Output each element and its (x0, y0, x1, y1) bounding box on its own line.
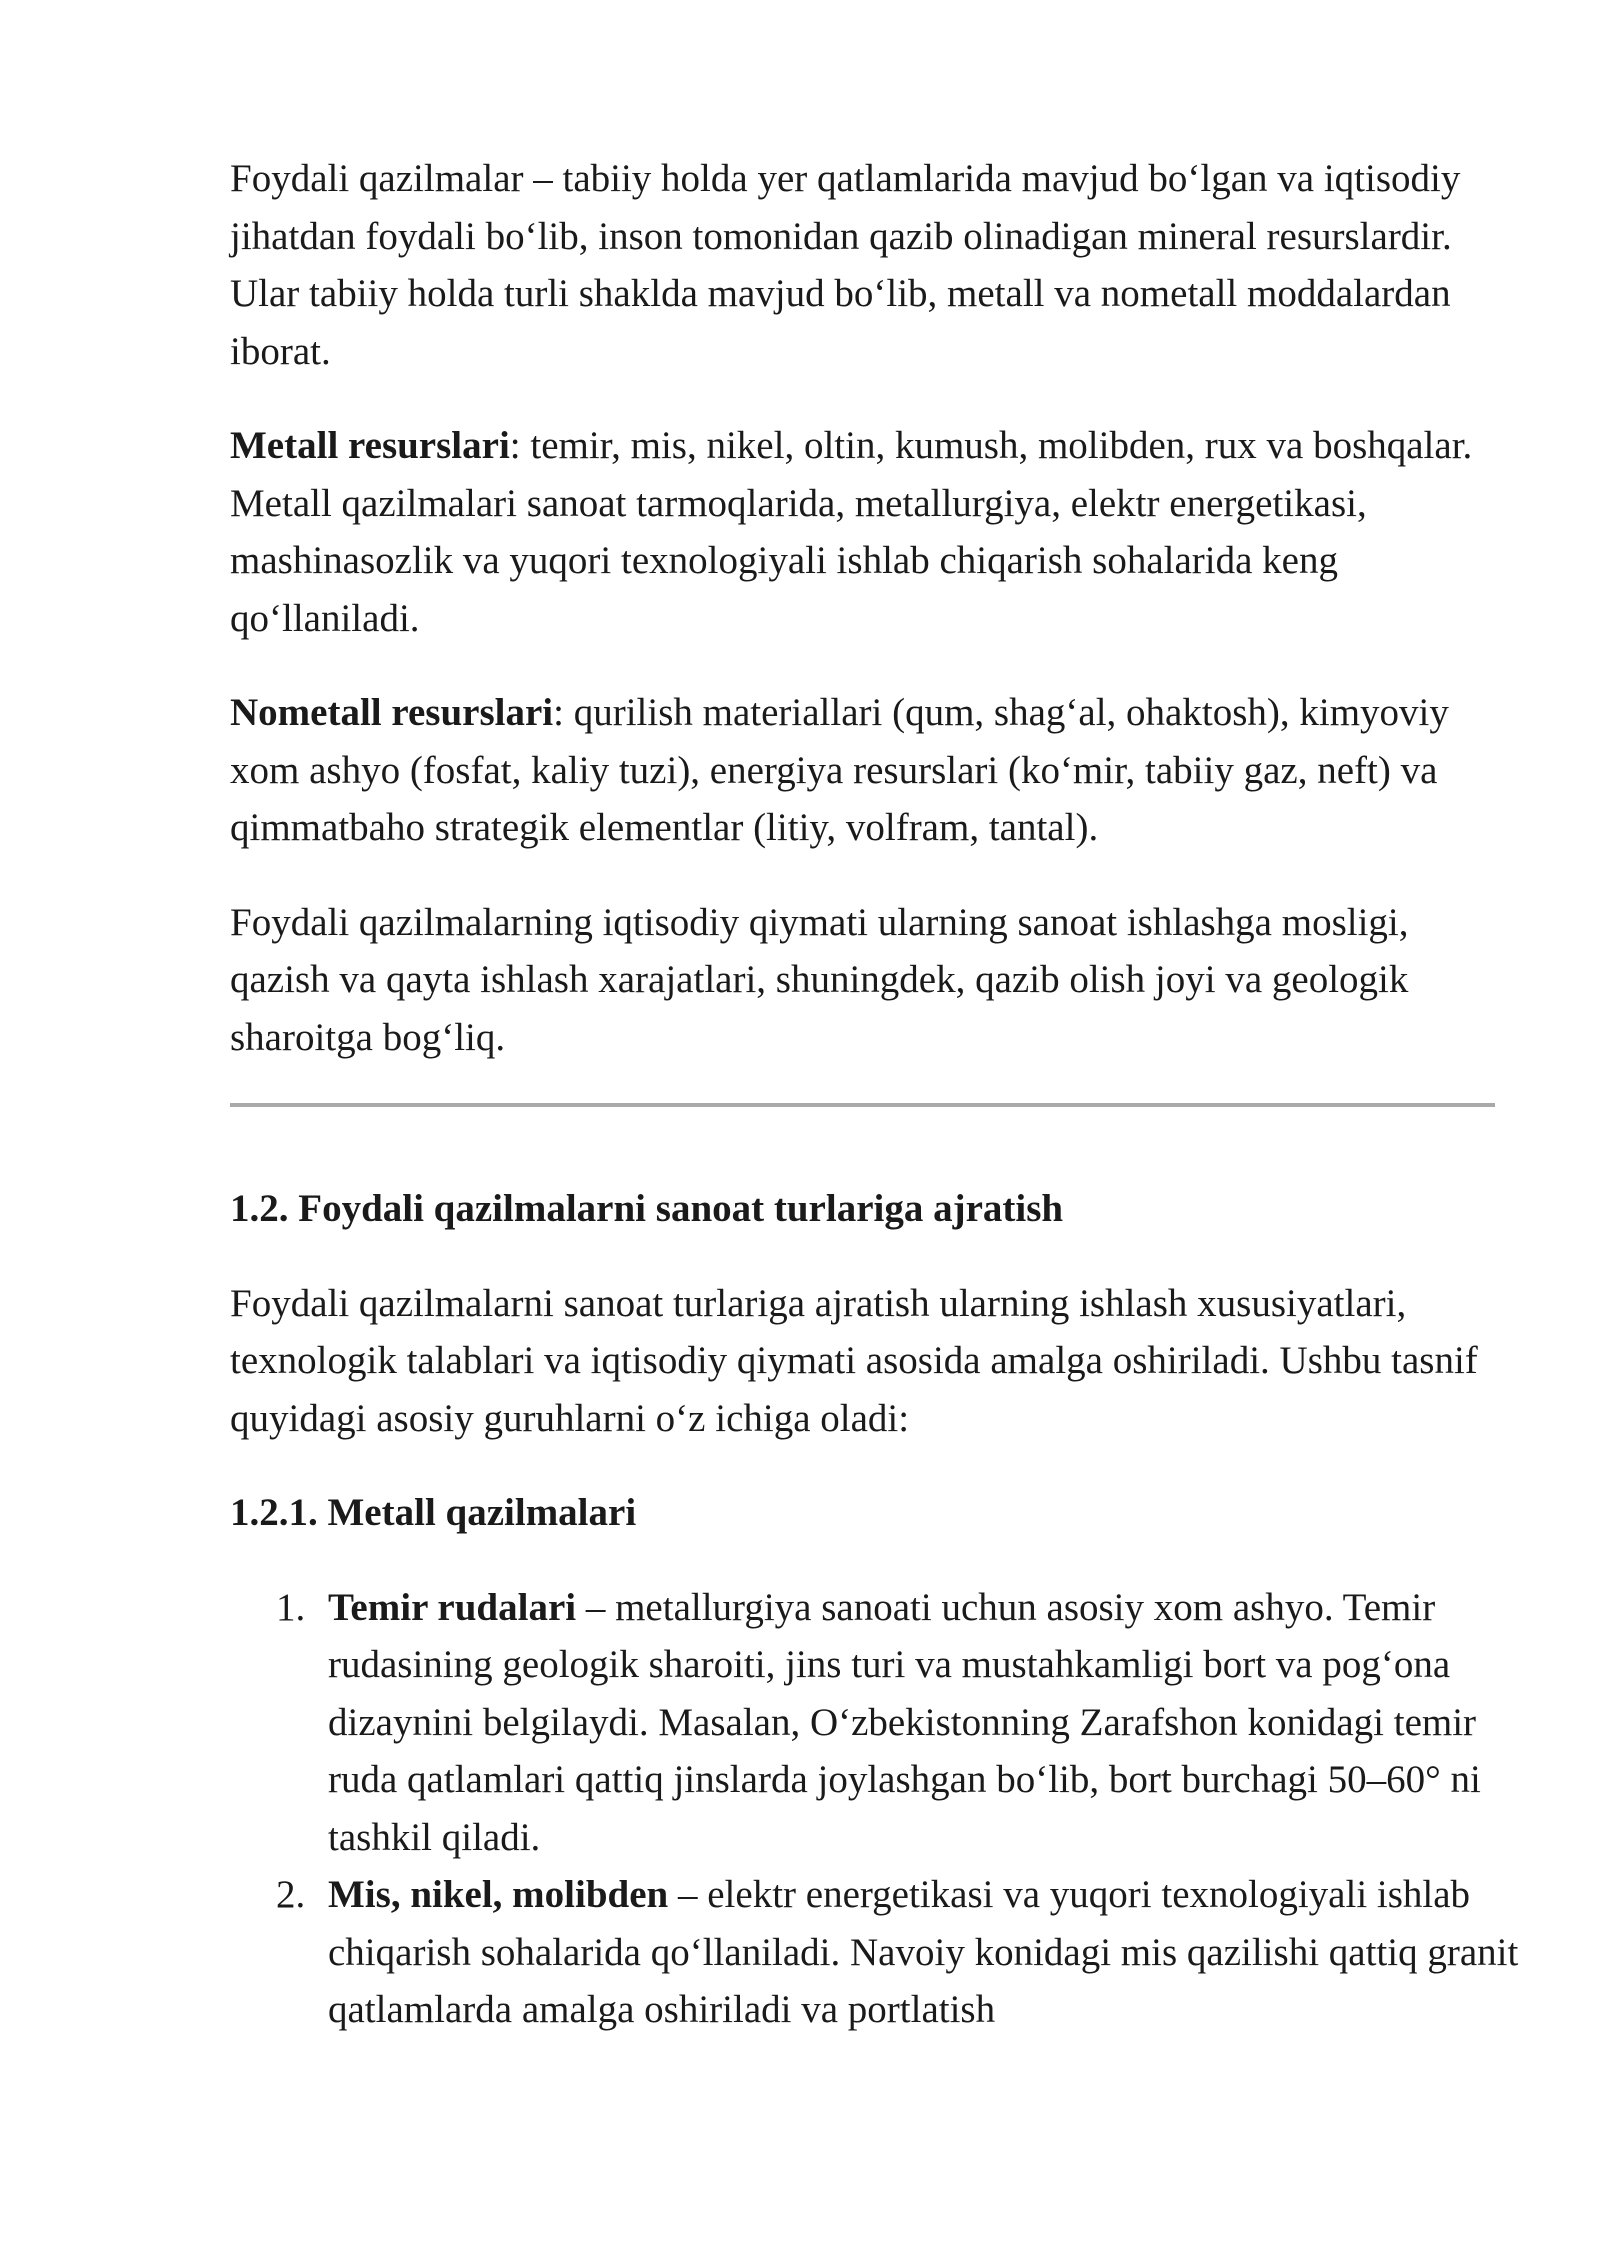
list-item-label: Mis, nikel, molibden (328, 1873, 669, 1916)
section-paragraph: Foydali qazilmalarni sanoat turlariga ajratish ularning ishlash xususiyatlari, texnologik talablari va iqtisodiy qiymati asosida amalga oshiriladi. Ushbu tasnif quyidagi asosiy guruhlarni o‘z ichiga oladi: (230, 1281, 1478, 1440)
list-item-text: – elektr energetikasi va yuqori texnologiyali ishlab chiqarish sohalarida qo‘llaniladi. Navoiy konidagi mis qazilishi qattiq granit qatlamlarda amalga oshiriladi va portlatish (328, 1873, 1519, 2031)
nonmetal-resources-paragraph (230, 684, 1500, 857)
nonmetal-resources-label: Nometall resurslari (230, 691, 554, 734)
list-item (230, 1579, 1528, 1867)
intro-paragraph: Foydali qazilmalar – tabiiy holda yer qatlamlarida mavjud bo‘lgan va iqtisodiy jihatdan foydali bo‘lib, inson tomonidan qazib olinadigan mineral resurslardir. Ular tabiiy holda turli shaklda mavjud bo‘lib, metall va nometall moddalardan iborat. (230, 157, 1461, 373)
list-item-number: 2. (276, 1873, 306, 1916)
list-item-number: 1. (276, 1585, 306, 1629)
section-heading: 1.2. Foydali qazilmalarni sanoat turlariga ajratish (230, 1187, 1064, 1230)
metal-resources-text: : temir, mis, nikel, oltin, kumush, molibden, rux va boshqalar. Metall qazilmalari sanoat tarmoqlarida, metallurgiya, elektr energetikasi, mashinasozlik va yuqori texnologiyali ishlab chiqarish sohalarida keng qo‘llaniladi. (230, 424, 1473, 640)
horizontal-divider (230, 1103, 1495, 1107)
list-item (230, 1866, 1528, 2039)
document-page (230, 150, 1519, 2039)
list-item-label: Temir rudalari (328, 1585, 577, 1629)
metal-resources-label: Metall resurslari (230, 424, 510, 467)
subsection-heading: 1.2.1. Metall qazilmalari (230, 1491, 637, 1534)
list-item-text: – metallurgiya sanoati uchun asosiy xom ashyo. Temir rudasining geologik sharoiti, jins turi va mustahkamligi bort va pog‘ona dizaynini belgilaydi. Masalan, O‘zbekistonning Zarafshon konidagi temir ruda qatlamlari qattiq jinslarda joylashgan bo‘lib, bort burchagi 50–60° ni tashkil qiladi. (328, 1585, 1481, 1859)
nonmetal-resources-text: : qurilish materiallari (qum, shag‘al, ohaktosh), kimyoviy xom ashyo (fosfat, kaliy tuzi), energiya resurslari (ko‘mir, tabiiy gaz, neft) va qimmatbaho strategik elementlar (litiy, volfram, tantal). (230, 691, 1449, 849)
metal-resources-paragraph (230, 417, 1500, 647)
metal-deposits-list (230, 1579, 1519, 2039)
economic-value-paragraph: Foydali qazilmalarning iqtisodiy qiymati ularning sanoat ishlashga mosligi, qazish va qayta ishlash xarajatlari, shuningdek, qazib olish joyi va geologik sharoitga bog‘liq. (230, 900, 1409, 1059)
